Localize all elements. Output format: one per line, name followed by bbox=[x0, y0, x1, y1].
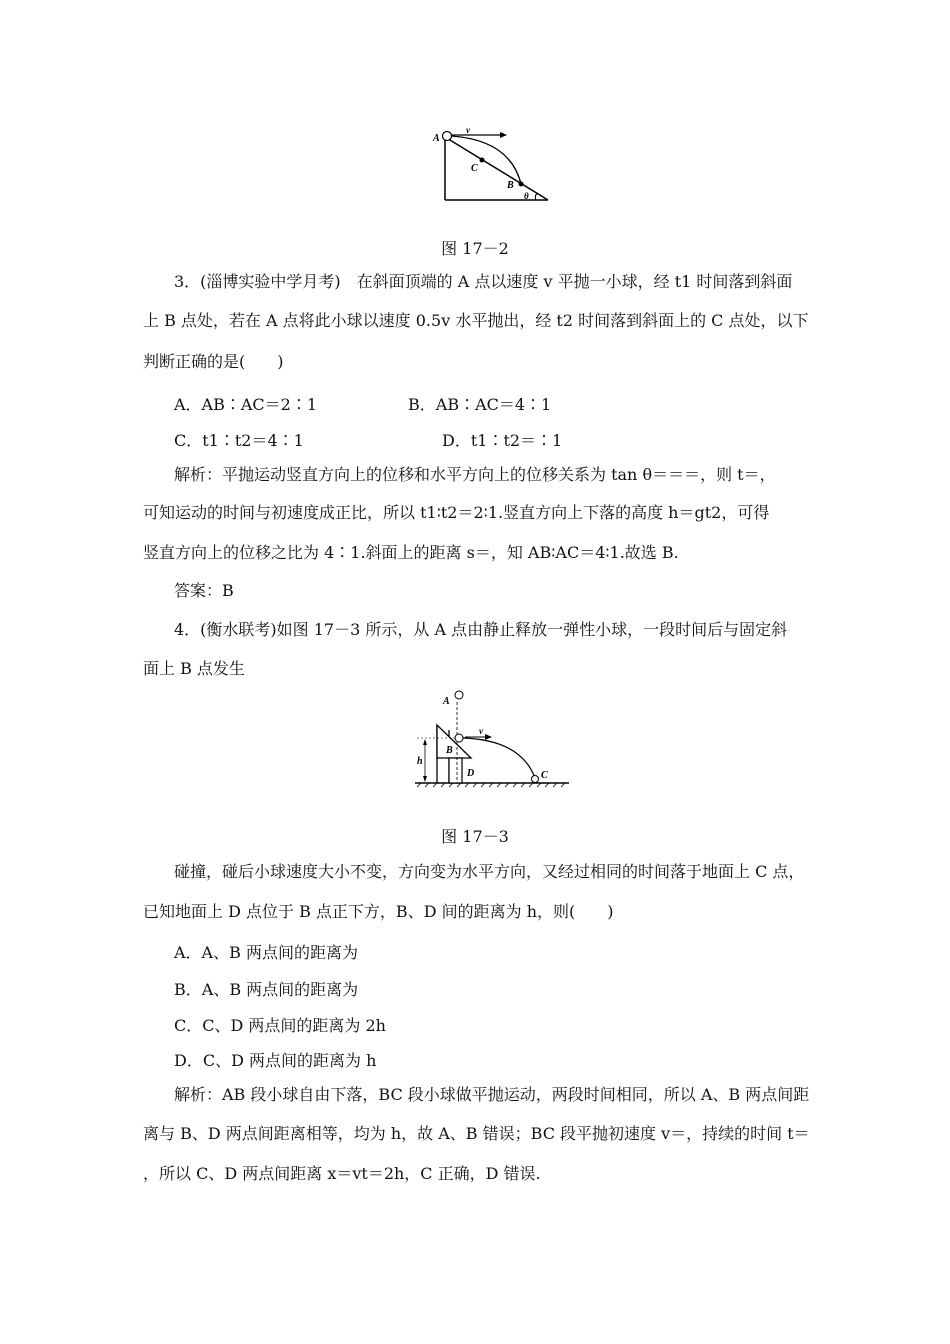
q3-stem-line-3: 判断正确的是( ) bbox=[143, 352, 284, 371]
q4-option-d: D．C、D 两点间的距离为 h bbox=[174, 1051, 377, 1070]
fig1-label-A: A bbox=[433, 133, 440, 144]
q4-stem-line-4: 已知地面上 D 点位于 B 点正下方，B、D 间的距离为 h，则( ) bbox=[143, 902, 614, 921]
q3-solution-line-2: 可知运动的时间与初速度成正比，所以 t1∶t2＝2∶1.竖直方向上下落的高度 h＝gt2，可得 bbox=[143, 503, 770, 522]
q3-answer: 答案：B bbox=[174, 581, 234, 600]
q3-solution-line-1: 解析：平抛运动竖直方向上的位移和水平方向上的位移关系为 tan θ＝＝＝，则 t＝， bbox=[174, 465, 776, 484]
q3-option-a: A．AB∶AC＝2∶1 bbox=[174, 395, 318, 414]
q4-solution-line-2: 离与 B、D 两点间距离相等，均为 h，故 A、B 错误；BC 段平抛初速度 v＝，持续的时间 t＝ bbox=[143, 1124, 810, 1143]
q4-solution-line-1: 解析：AB 段小球自由下落，BC 段小球做平抛运动，两段时间相同，所以 A、B 两点间距 bbox=[174, 1085, 810, 1104]
fig2-label-v: v bbox=[479, 726, 483, 736]
fig1-label-C: C bbox=[471, 163, 478, 174]
q3-solution-line-3: 竖直方向上的位移之比为 4∶1.斜面上的距离 s＝，知 AB∶AC＝4∶1.故选 B. bbox=[143, 543, 679, 562]
q4-stem-line-3: 碰撞，碰后小球速度大小不变，方向变为水平方向，又经过相同的时间落于地面上 C 点， bbox=[174, 862, 805, 881]
fig2-label-C: C bbox=[541, 770, 548, 781]
fig2-label-h: h bbox=[417, 756, 423, 767]
q4-stem-line-1: 4．(衡水联考)如图 17－3 所示，从 A 点由静止释放一弹性小球，一段时间后与固定斜 bbox=[174, 620, 788, 639]
q3-option-b: B．AB∶AC＝4∶1 bbox=[408, 395, 552, 414]
fig2-label-D: D bbox=[467, 768, 475, 779]
figure-17-3-caption: 图 17－3 bbox=[441, 827, 509, 846]
fig1-label-v: v bbox=[466, 125, 470, 135]
q4-stem-line-2: 面上 B 点发生 bbox=[143, 659, 245, 678]
fig2-label-B: B bbox=[446, 745, 453, 756]
figure-17-2-caption: 图 17－2 bbox=[441, 239, 509, 258]
q4-option-a: A．A、B 两点间的距离为 bbox=[174, 943, 358, 962]
q4-solution-line-3: ，所以 C、D 两点间距离 x＝vt＝2h，C 正确，D 错误. bbox=[143, 1164, 541, 1183]
fig1-label-theta: θ bbox=[524, 191, 529, 201]
fig2-label-A: A bbox=[443, 696, 450, 707]
q3-stem-line-2: 上 B 点处，若在 A 点将此小球以速度 0.5v 水平抛出，经 t2 时间落到斜面上的 C 点处，以下 bbox=[143, 311, 809, 330]
fig1-label-B: B bbox=[507, 180, 514, 191]
figure-17-3 bbox=[413, 690, 573, 790]
q4-option-b: B．A、B 两点间的距离为 bbox=[174, 980, 359, 999]
figure-17-2 bbox=[425, 125, 555, 205]
q3-stem-line-1: 3．(淄博实验中学月考) 在斜面顶端的 A 点以速度 v 平抛一小球，经 t1 时间落到斜面 bbox=[174, 272, 793, 291]
q3-option-c: C．t1∶t2＝4∶1 bbox=[174, 431, 304, 450]
q3-option-d: D．t1∶t2＝∶1 bbox=[442, 431, 563, 450]
q4-option-c: C．C、D 两点间的距离为 2h bbox=[174, 1016, 386, 1035]
